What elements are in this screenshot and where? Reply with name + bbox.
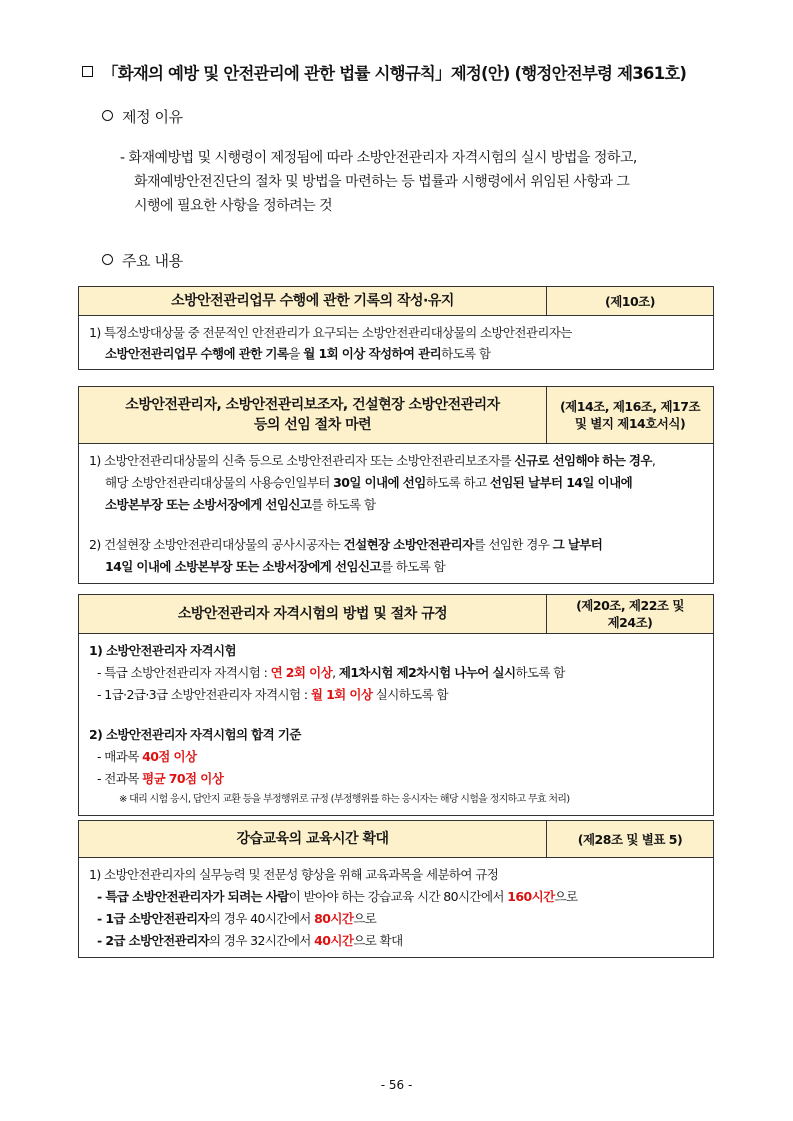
- box-heading: 소방안전관리업무 수행에 관한 기록의 작성·유지: [171, 293, 454, 309]
- box-appointment-procedure: [78, 386, 714, 584]
- box-qualification-exam: [78, 594, 714, 816]
- box-body: 1) 소방안전관리자의 실무능력 및 전문성 향상을 위해 교육과목을 세분하여 규정 - 특급 소방안전관리자가 되려는 사람이 받아야 하는 강습교육 시간 80시간에서 160시간으로 - 1급 소방안전관리자의 경우 40시간에서 80시간으로 - 2급 소방안전관리자의 경우 32시간에서 40시간으로 확대: [89, 867, 578, 948]
- section-reason-heading: 제정 이유: [102, 106, 183, 127]
- box-note: ※ 대리 시험 응시, 답안지 교환 등을 부정행위로 규정 (부정행위를 하는 응시자는 해당 시험을 정지하고 무효 처리): [119, 794, 570, 805]
- box-training-hours: [78, 820, 714, 958]
- box-header: [79, 821, 713, 858]
- section-main-heading: 주요 내용: [102, 250, 183, 271]
- box-header: [79, 387, 713, 444]
- box-body: 1) 소방안전관리자 자격시험 - 특급 소방안전관리자 자격시험 : 연 2회 이상, 제1차시험 제2차시험 나누어 실시하도록 함 - 1급·2급·3급 소방안전관리자 자격시험 : 월 1회 이상 실시하도록 함 2) 소방안전관리자 자격시험의 합격 기준 - 매과목 40점 이상 - 전과목 평균 70점 이상 ※ 대리 시험 응시, 답안지 교환 등을 부정행위로 규정 (부정행위를 하는 응시자는 해당 시험을 정지하고 무효 처리): [79, 634, 713, 815]
- box-body: 1) 소방안전관리대상물의 신축 등으로 소방안전관리자 또는 소방안전관리보조자를 신규로 선임해야 하는 경우, 해당 소방안전관리대상물의 사용승인일부터 30일 이내에 선임하도록 하고 선임된 날부터 14일 이내에 소방본부장 또는 소방서장에게 선임신고를 하도록 함 2) 건설현장 소방안전관리대상물의 공사시공자는 건설현장 소방안전관리자를 선임한 경우 그 날부터 14일 이내에 소방본부장 또는 소방서장에게 선임신고를 하도록 함: [89, 453, 656, 574]
- box-article-ref: (제10조): [546, 287, 713, 315]
- box-heading: 소방안전관리자, 소방안전관리보조자, 건설현장 소방안전관리자 등의 선임 절차 마련: [125, 397, 500, 433]
- checkbox-square-icon: [82, 66, 93, 77]
- circle-bullet-icon: [102, 110, 113, 121]
- circle-bullet-icon: [102, 254, 113, 265]
- box-heading: 소방안전관리자 자격시험의 방법 및 절차 규정: [177, 606, 448, 622]
- box-heading: 강습교육의 교육시간 확대: [236, 831, 389, 847]
- document-title: 「화재의 예방 및 안전관리에 관한 법률 시행규칙」제정(안) (행정안전부령 제361호): [82, 60, 732, 84]
- reason-paragraph: - 화재예방법 및 시행령이 제정됨에 따라 소방안전관리자 자격시험의 실시 방법을 정하고, 화재예방안전진단의 절차 및 방법을 마련하는 등 법률과 시행령에서 위임된 사항과 그 시행에 필요한 사항을 정하려는 것: [120, 150, 637, 214]
- box-header: [79, 287, 713, 316]
- box-article-ref: (제14조, 제16조, 제17조 및 별지 제14호서식): [546, 387, 713, 443]
- box-record-keeping: [78, 286, 714, 370]
- box-article-ref: (제28조 및 별표 5): [546, 821, 713, 857]
- box-article-ref: (제20조, 제22조 및 제24조): [546, 595, 713, 633]
- page-number: - 56 -: [380, 1078, 413, 1092]
- box-header: [79, 595, 713, 634]
- box-body: 1) 특정소방대상물 중 전문적인 안전관리가 요구되는 소방안전관리대상물의 소방안전관리자는 소방안전관리업무 수행에 관한 기록을 월 1회 이상 작성하여 관리하도록 함: [89, 325, 572, 361]
